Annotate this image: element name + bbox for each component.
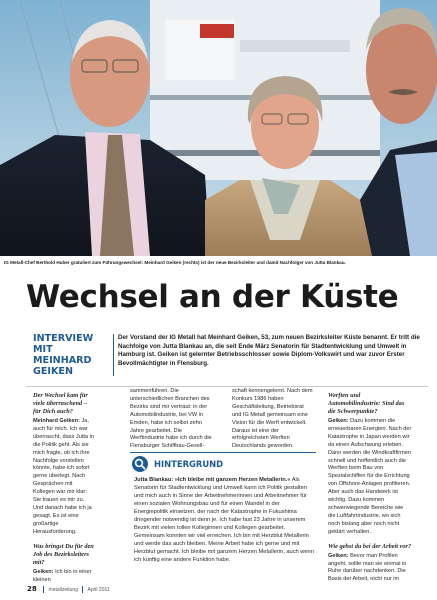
background-lead: Jutta Blankau: »Ich bleibe mit ganzem Herzen Metallerin.« [134, 477, 291, 483]
photo-illustration [0, 0, 437, 256]
background-box [130, 452, 316, 584]
answer-text: Ich bin in einer kleinen [33, 568, 92, 583]
section-divider [26, 386, 428, 387]
page-number: 28 [27, 585, 37, 593]
background-text [134, 476, 314, 564]
interview-kicker: INTERVIEW MIT MEINHARD GEIKEN [33, 333, 94, 377]
text-column-4 [328, 388, 412, 584]
photo-caption: IG Metall-Chef Berthold Huber gratuliert zum Führungswechsel: Meinhard Geiken (rechts) ist der neue Bezirksleiter und damit Nachfolger von Jutta Blankau. [4, 260, 346, 265]
background-body: Als Senatorin für Stadtentwicklung und Umwelt kann ich Politik gestalten und mich auch in Sinne der Arbeitnehmerinnen und Arbeitnehmer für einen sozialen Wohnungsbau und für einen Wandel in der Energiepolitik einsetzen, der nach der Katastrophe in Fukushima dringender notwendig ist denn je. Ich habe fast 23 Jahre in unserem Bezirk mit vielen tollen Kolleginnen und Kollegen gearbeitet. Gemeinsam konnten wir viel erreichen. Ich bin mit Herzblut Metallerin und werde das auch bleiben. Meine Arbeit habe ich gerne und mit Herzblut gemacht. Ich bleibe mit ganzem Herzen Metallerin, auch wenn ich künftig eine andere Funktion habe. [134, 477, 314, 563]
text-column-1 [33, 388, 95, 584]
publication-name: metallzeitung [48, 587, 78, 593]
background-divider [130, 452, 316, 453]
question: Werften und Automobilindustrie: Sind das die Schwerpunkte? [328, 392, 405, 415]
speaker-name: Meinhard Geiken: [33, 418, 80, 424]
footer-divider [43, 586, 44, 593]
article-photo [0, 0, 437, 256]
answer [328, 553, 412, 584]
answer-text: Dazu kommen die erneuerbaren Energien. Nach der Katastrophe in Japan werden wir da einen Aufschwung erleben. Dann werden die Windkraftfirmen schnell und hoffentlich auch die Werften beim Bau von Spezialschiffen für die Errichtung von Offshore-Anlagen profitieren. Aber auch das Handwerk ist wichtig. Dazu kommen schwerwiegende Bereiche wie die Luftfahrtindustrie, wo sich noch bislang aber noch nicht geklärt verhalten. [328, 418, 412, 535]
answer-text: sammenführen. Die unterschiedlichen Branchen des Bezirks sind mir vertraut: in der Automobilindustrie, bei VW in Emden, habe ich selbst zehn Jahre gearbeitet. Die Werftindustrie habe ich durch die Flensburger Schiffbau-Gesell- [130, 388, 212, 450]
question: Was bringst Du für den Job des Bezirksleiters mit? [33, 542, 94, 566]
kicker-divider [113, 334, 114, 376]
question: Der Wechsel kam für viele überraschend – für Dich auch? [33, 392, 88, 415]
page-footer [27, 584, 110, 594]
issue-date: April 2011 [87, 587, 110, 593]
text-column-2 [130, 388, 214, 460]
speaker-name: Geiken: [328, 552, 349, 559]
answer [328, 418, 412, 537]
article-headline: Wechsel an der Küste [26, 279, 399, 315]
answer [33, 418, 95, 537]
article-intro: Der Vorstand der IG Metall hat Meinhard Geiken, 53, zum neuen Bezirksleiter Küste benannt. Er tritt die Nachfolge von Jutta Blankau an, die seit Ende März Senatorin für Stadtentwicklung und Umwelt in Hamburg ist. Geiken ist gelernter Betriebsschlosser sowie Diplom-Volkswirt und war zuvor Erster Bevollmächtigter in Flensburg. [118, 334, 420, 367]
answer-text: Bevor man Profilen angeht, sollte man sie einmal in Ruhe darüber nachdenken. Die Basis der Arbeit, nicht nur im [328, 552, 407, 583]
background-title: HINTERGRUND [154, 459, 224, 469]
text-column-3 [232, 388, 314, 460]
magnifier-icon [132, 456, 148, 472]
speaker-name: Geiken: [328, 418, 349, 424]
answer-text: Ja, auch für mich. Ich war überrascht, dass Jutta in die Politik geht. Als sie mich fragte, ob ich ihre Nachfolge vorstellen könnte, habe ich sofort gerne überlegt. Nach Gesprächen mit Kollegen war mir klar: Sie trauen es mir zu. Und danach habe ich ja gesagt. Es ist eine großartige Herausforderung. [33, 418, 94, 535]
answer-text: schaft kennengelernt. Nach dem Konkurs 1986 haben Geschäftsleitung, Betriebsrat und IG Metall gemeinsam eine Vision für die Werft entwickelt. Daraus ist eine der erfolgreichsten Werften Deutschlands geworden. [232, 388, 313, 450]
footer-divider [82, 586, 83, 593]
answer [33, 569, 95, 584]
question: Wie gehst du bei der Arbeit vor? [328, 542, 412, 550]
speaker-name: Geiken: [33, 568, 54, 575]
